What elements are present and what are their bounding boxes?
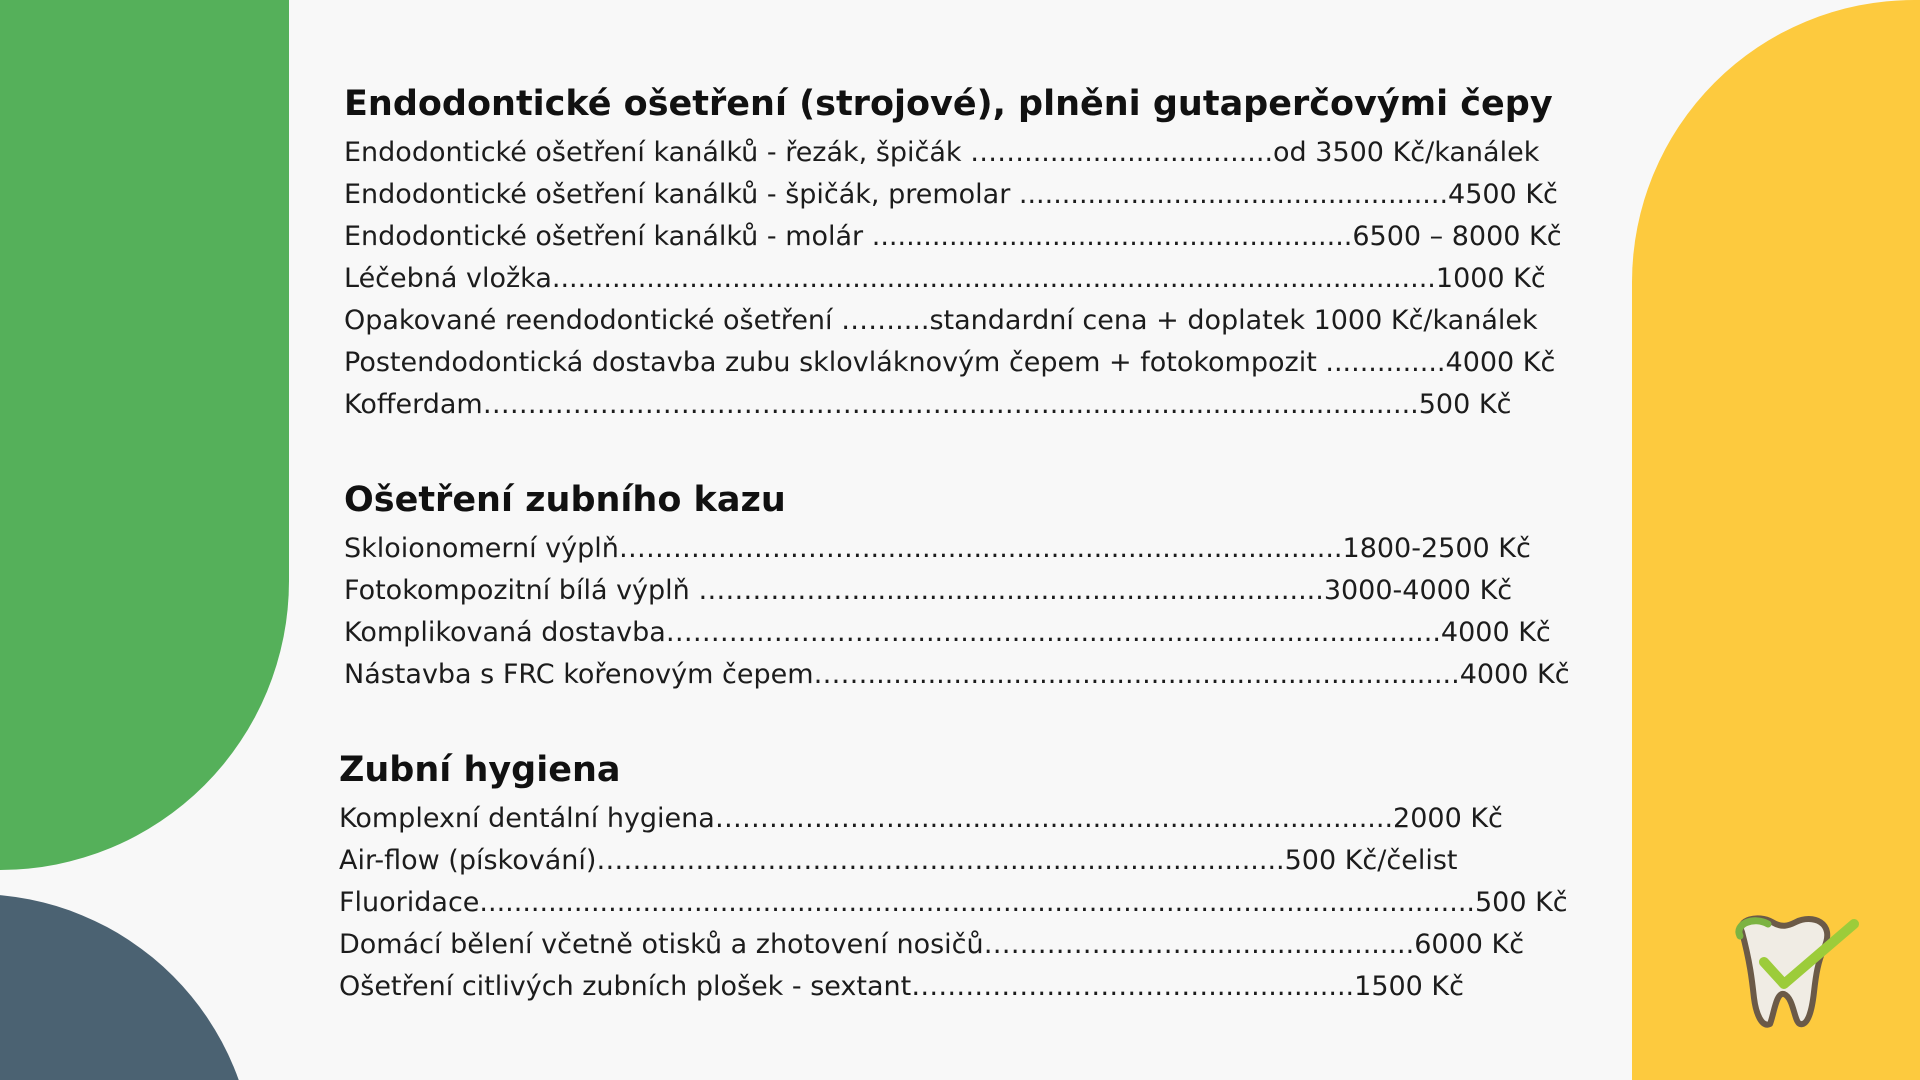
section-title-hygiene: Zubní hygiena [339, 750, 621, 790]
price-line: Fluoridace....................................................................................................................500 Kč [339, 887, 1568, 918]
price-line: Komplikovaná dostavba………………………..............................................................4000 Kč [344, 617, 1551, 648]
tooth-check-icon [1724, 914, 1864, 1034]
price-line: Air-flow (pískování)……………………………………….................................500 Kč/čelist [339, 845, 1458, 876]
section-title-endodontics: Endodontické ošetření (strojové), plněni gutaperčovými čepy [344, 84, 1553, 124]
price-line: Kofferdam………………………………………………………...........................................500 Kč [344, 389, 1512, 420]
price-line: Endodontické ošetření kanálků - řezák, špičák …….............................od 3500 Kč/kanálek [344, 137, 1540, 168]
price-line: Ošetření citlivých zubních plošek - sextant…………………………….................1500 Kč [339, 971, 1464, 1002]
section-caries [344, 476, 1584, 696]
price-line: Endodontické ošetření kanálků - molár ........................................................6500 – 8000 Kč [344, 221, 1562, 252]
price-line: Nástavba s FRC kořenovým čepem…….....................................................................4000 Kč [344, 659, 1570, 690]
section-endodontics [344, 80, 1584, 426]
section-hygiene [339, 746, 1584, 1008]
slate-decorative-circle [0, 894, 255, 1080]
price-line: Postendodontická dostavba zubu sklovláknovým čepem + fotokompozit ..............4000 Kč [344, 347, 1556, 378]
price-line: Fotokompozitní bílá výplň ………………......................................................3000-4000 Kč [344, 575, 1513, 606]
price-line: Domácí bělení včetně otisků a zhotovení nosičů…………………….........................6000 Kč [339, 929, 1525, 960]
price-list-content [339, 80, 1584, 1058]
price-line: Skloionomerní výplň………………………........................................................1800-2500 Kč [344, 533, 1531, 564]
price-line: Opakované reendodontické ošetření ……....standardní cena + doplatek 1000 Kč/kanálek [344, 305, 1538, 336]
section-title-caries: Ošetření zubního kazu [344, 480, 786, 520]
price-line: Komplexní dentální hygiena………………….........................................................2000 Kč [339, 803, 1503, 834]
price-line: Léčebná vložka.......................................................................................................1000 Kč [344, 263, 1546, 294]
price-line: Endodontické ošetření kanálků - špičák, premolar ..................................................4500 Kč [344, 179, 1558, 210]
green-decorative-shape [0, 0, 289, 870]
